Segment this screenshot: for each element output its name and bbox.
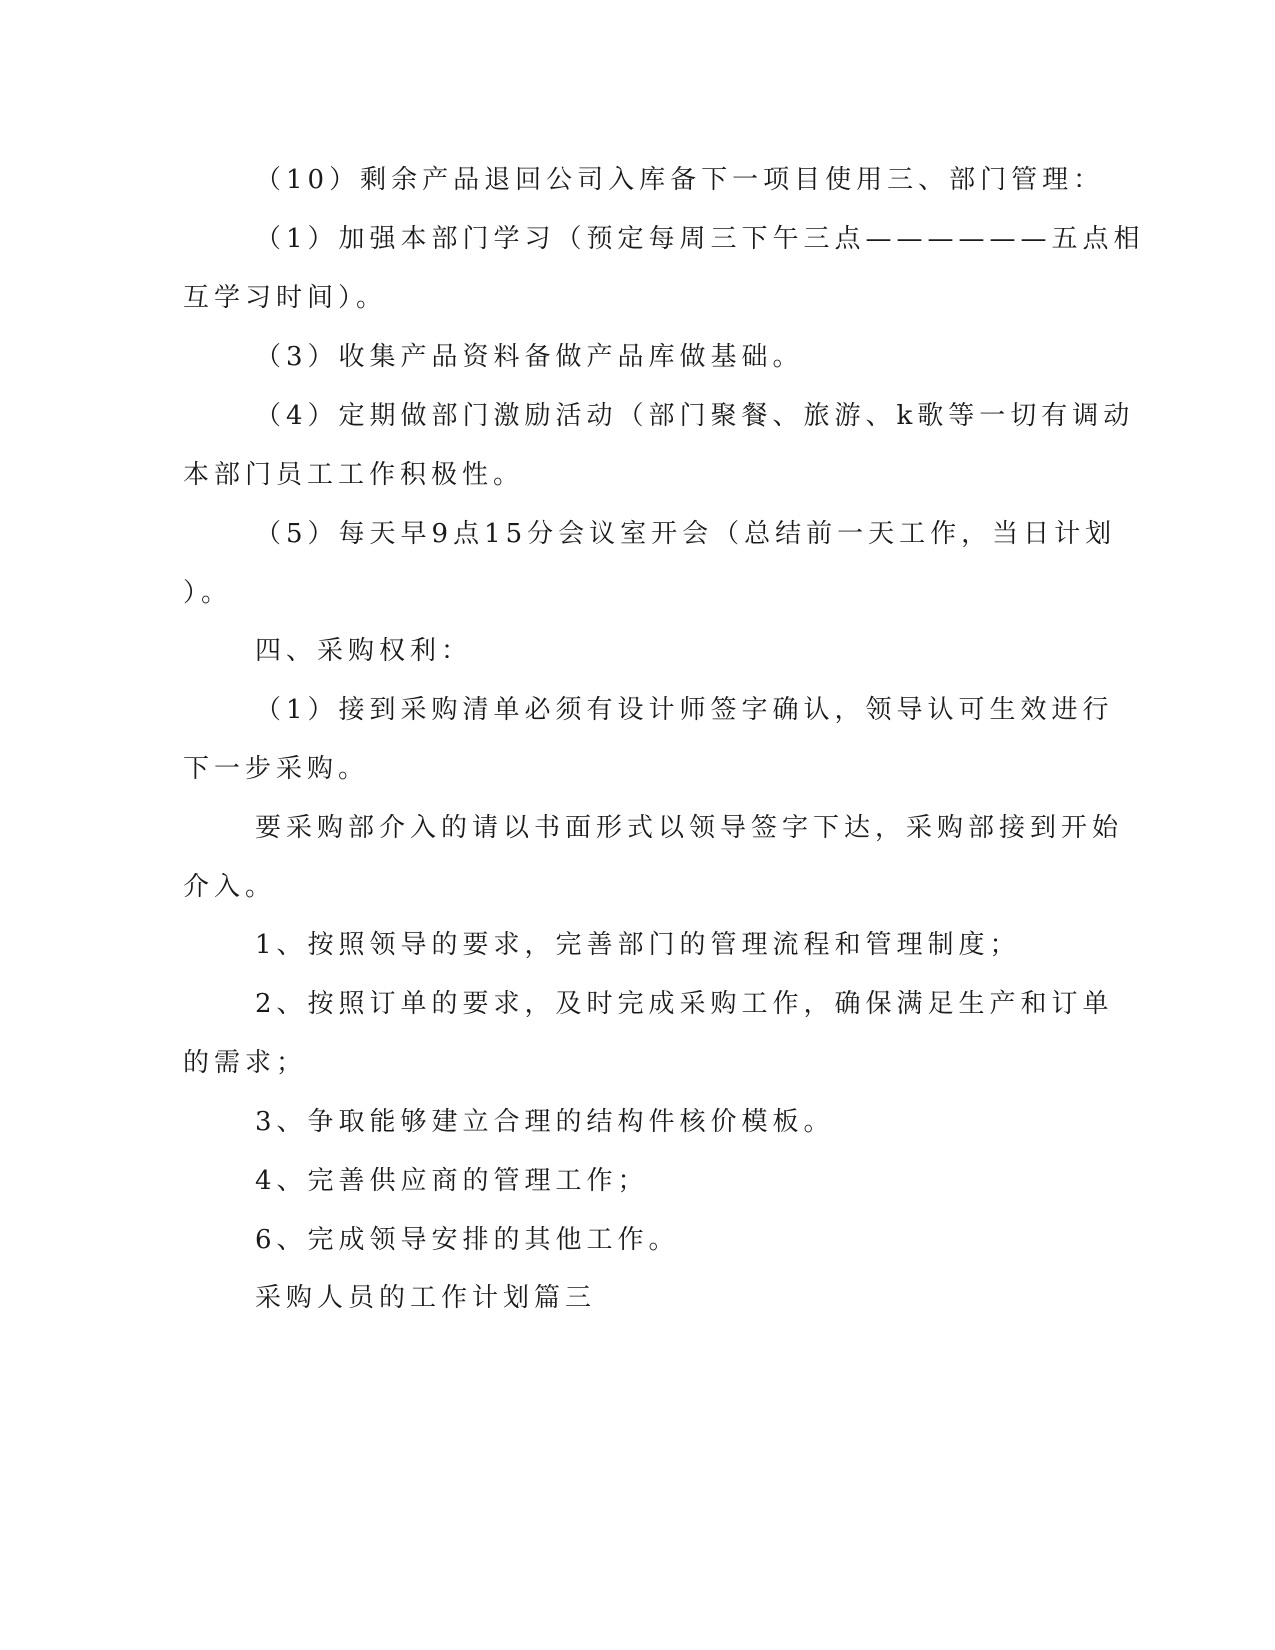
list-item: 6、完成领导安排的其他工作。 <box>255 1225 680 1255</box>
paragraph-line: ）。 <box>183 578 233 608</box>
list-item: 3、争取能够建立合理的结构件核价模板。 <box>255 1107 835 1137</box>
section-heading: 四、采购权利： <box>255 636 473 666</box>
paragraph-line: 介入。 <box>183 872 277 902</box>
paragraph-line: 下一步采购。 <box>183 754 370 784</box>
paragraph-line: 本部门员工工作积极性。 <box>183 460 525 490</box>
list-item-continuation: 的需求； <box>183 1048 308 1078</box>
paragraph-line: 互学习时间）。 <box>183 283 388 313</box>
paragraph-line: （4）定期做部门激励活动（部门聚餐、旅游、k歌等一切有调动 <box>255 401 1135 431</box>
paragraph-line: （5）每天早9点15分会议室开会（总结前一天工作，当日计划 <box>255 519 1117 549</box>
paragraph-line: （10）剩余产品退回公司入库备下一项目使用三、部门管理： <box>255 165 1105 195</box>
paragraph-line: 要采购部介入的请以书面形式以领导签字下达，采购部接到开始 <box>255 813 1124 843</box>
section-title: 采购人员的工作计划篇三 <box>255 1283 597 1313</box>
paragraph-line: （3）收集产品资料备做产品库做基础。 <box>255 342 804 372</box>
paragraph-line: （1）接到采购清单必须有设计师签字确认，领导认可生效进行 <box>255 695 1114 725</box>
list-item: 4、完善供应商的管理工作； <box>255 1166 649 1196</box>
list-item: 2、按照订单的要求，及时完成采购工作，确保满足生产和订单 <box>255 989 1114 1019</box>
list-item: 1、按照领导的要求，完善部门的管理流程和管理制度； <box>255 930 1021 960</box>
paragraph-line: （1）加强本部门学习（预定每周三下午三点——————五点相 <box>255 224 1145 254</box>
